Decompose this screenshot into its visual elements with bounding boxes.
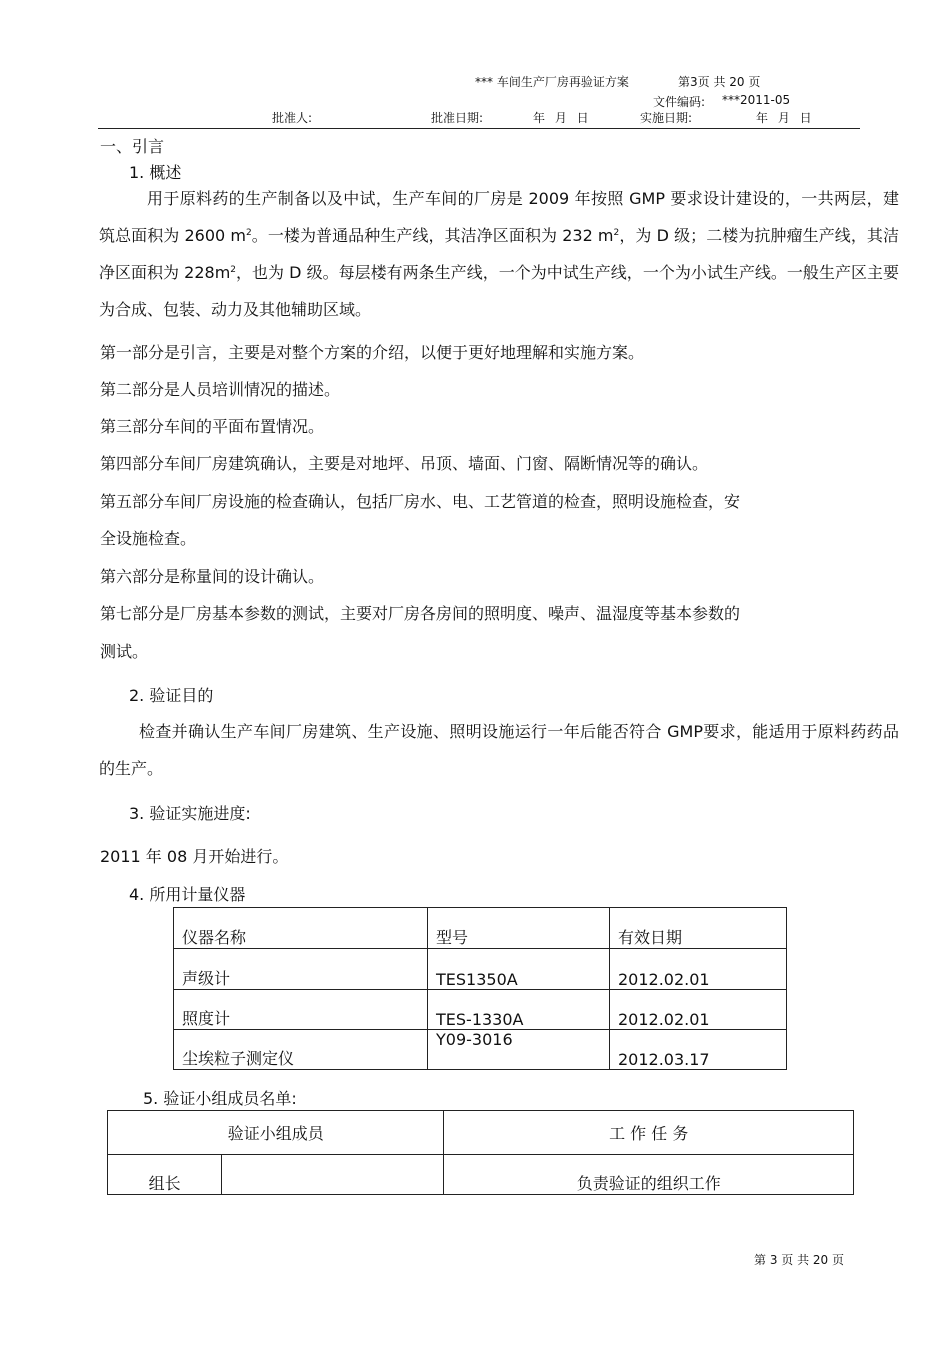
team-row (108, 1155, 854, 1195)
part-2: 第二部分是人员培训情况的描述。 (100, 380, 341, 399)
part-7: 第七部分是厂房基本参数的测试，主要对厂房各房间的照明度、噪声、温湿度等基本参数的 (100, 604, 741, 623)
part-6: 第六部分是称量间的设计确认。 (100, 567, 325, 586)
table-header-row (174, 908, 787, 949)
team-header-task: 工 作 任 务 (444, 1111, 854, 1155)
section-heading: 一、引言 (100, 137, 165, 156)
purpose-title: 2. 验证目的 (129, 686, 214, 705)
instrument-name: 照度计 (174, 990, 428, 1030)
instrument-valid-date: 2012.02.01 (610, 990, 787, 1030)
instrument-valid-date: 2012.02.01 (610, 949, 787, 990)
instruments-table (173, 907, 787, 1070)
overview-title: 1. 概述 (129, 163, 182, 182)
footer-page-info: 第 3 页 共 20 页 (754, 1253, 844, 1267)
part-4: 第四部分车间厂房建筑确认，主要是对地坪、吊顶、墙面、门窗、隔断情况等的确认。 (100, 454, 709, 473)
doc-title: *** 车间生产厂房再验证方案 (475, 75, 629, 89)
approve-date-ymd: 年 月 日 (533, 111, 589, 125)
header-page-info: 第3页 共 20 页 (678, 75, 761, 89)
team-header-member: 验证小组成员 (108, 1111, 444, 1155)
col-header-model: 型号 (428, 908, 610, 949)
schedule-title: 3. 验证实施进度: (129, 804, 251, 823)
doc-code-label: 文件编码: (653, 95, 706, 109)
table-row (174, 990, 787, 1030)
part-7-cont: 测试。 (100, 642, 149, 661)
approver-label: 批准人: (272, 111, 313, 125)
col-header-name: 仪器名称 (174, 908, 428, 949)
part-3: 第三部分车间的平面布置情况。 (100, 417, 325, 436)
instrument-model: Y09-3016 (428, 1030, 610, 1070)
purpose-paragraph: 检查并确认生产车间厂房建筑、生产设施、照明设施运行一年后能否符合 GMP要求，能适用于原料药药品的生产。 (99, 722, 899, 778)
team-member-name (222, 1155, 444, 1195)
team-header-row (108, 1111, 854, 1155)
instrument-valid-date: 2012.03.17 (610, 1030, 787, 1070)
part-5-cont: 全设施检查。 (100, 529, 197, 548)
instrument-model: TES-1330A (428, 990, 610, 1030)
team-task: 负责验证的组织工作 (444, 1155, 854, 1195)
instrument-name: 尘埃粒子测定仪 (174, 1030, 428, 1070)
overview-paragraph: 用于原料药的生产制备以及中试，生产车间的厂房是 2009 年按照 GMP 要求设计建设的，一共两层，建筑总面积为 2600 $m^2$。一楼为普通品种生产线，其洁净区面积为 232 $m^2$，为 D 级；二楼为抗肿瘤生产线，其洁净区面积为 $228m^2$，也为 D 级。每层楼有两条生产线，一个为中试生产线，一个为小试生产线。一般生产区主要为合成、包装、动力及其他辅助区域。 (99, 189, 899, 319)
impl-date-ymd: 年 月 日 (756, 111, 812, 125)
impl-date-label: 实施日期: (640, 111, 693, 125)
instrument-model: TES1350A (428, 949, 610, 990)
instruments-title: 4. 所用计量仪器 (129, 885, 246, 904)
table-row (174, 949, 787, 990)
team-table (107, 1110, 854, 1195)
team-title: 5. 验证小组成员名单: (143, 1089, 297, 1108)
part-5: 第五部分车间厂房设施的检查确认，包括厂房水、电、工艺管道的检查，照明设施检查，安 (100, 492, 741, 511)
schedule-text: 2011 年 08 月开始进行。 (100, 847, 289, 866)
col-header-valid-date: 有效日期 (610, 908, 787, 949)
header-rule (98, 128, 860, 129)
instrument-name: 声级计 (174, 949, 428, 990)
part-1: 第一部分是引言，主要是对整个方案的介绍，以便于更好地理解和实施方案。 (100, 343, 645, 362)
team-role: 组长 (108, 1155, 222, 1195)
table-row (174, 1030, 787, 1070)
doc-code-value: ***2011-05 (722, 93, 791, 107)
approve-date-label: 批准日期: (431, 111, 484, 125)
